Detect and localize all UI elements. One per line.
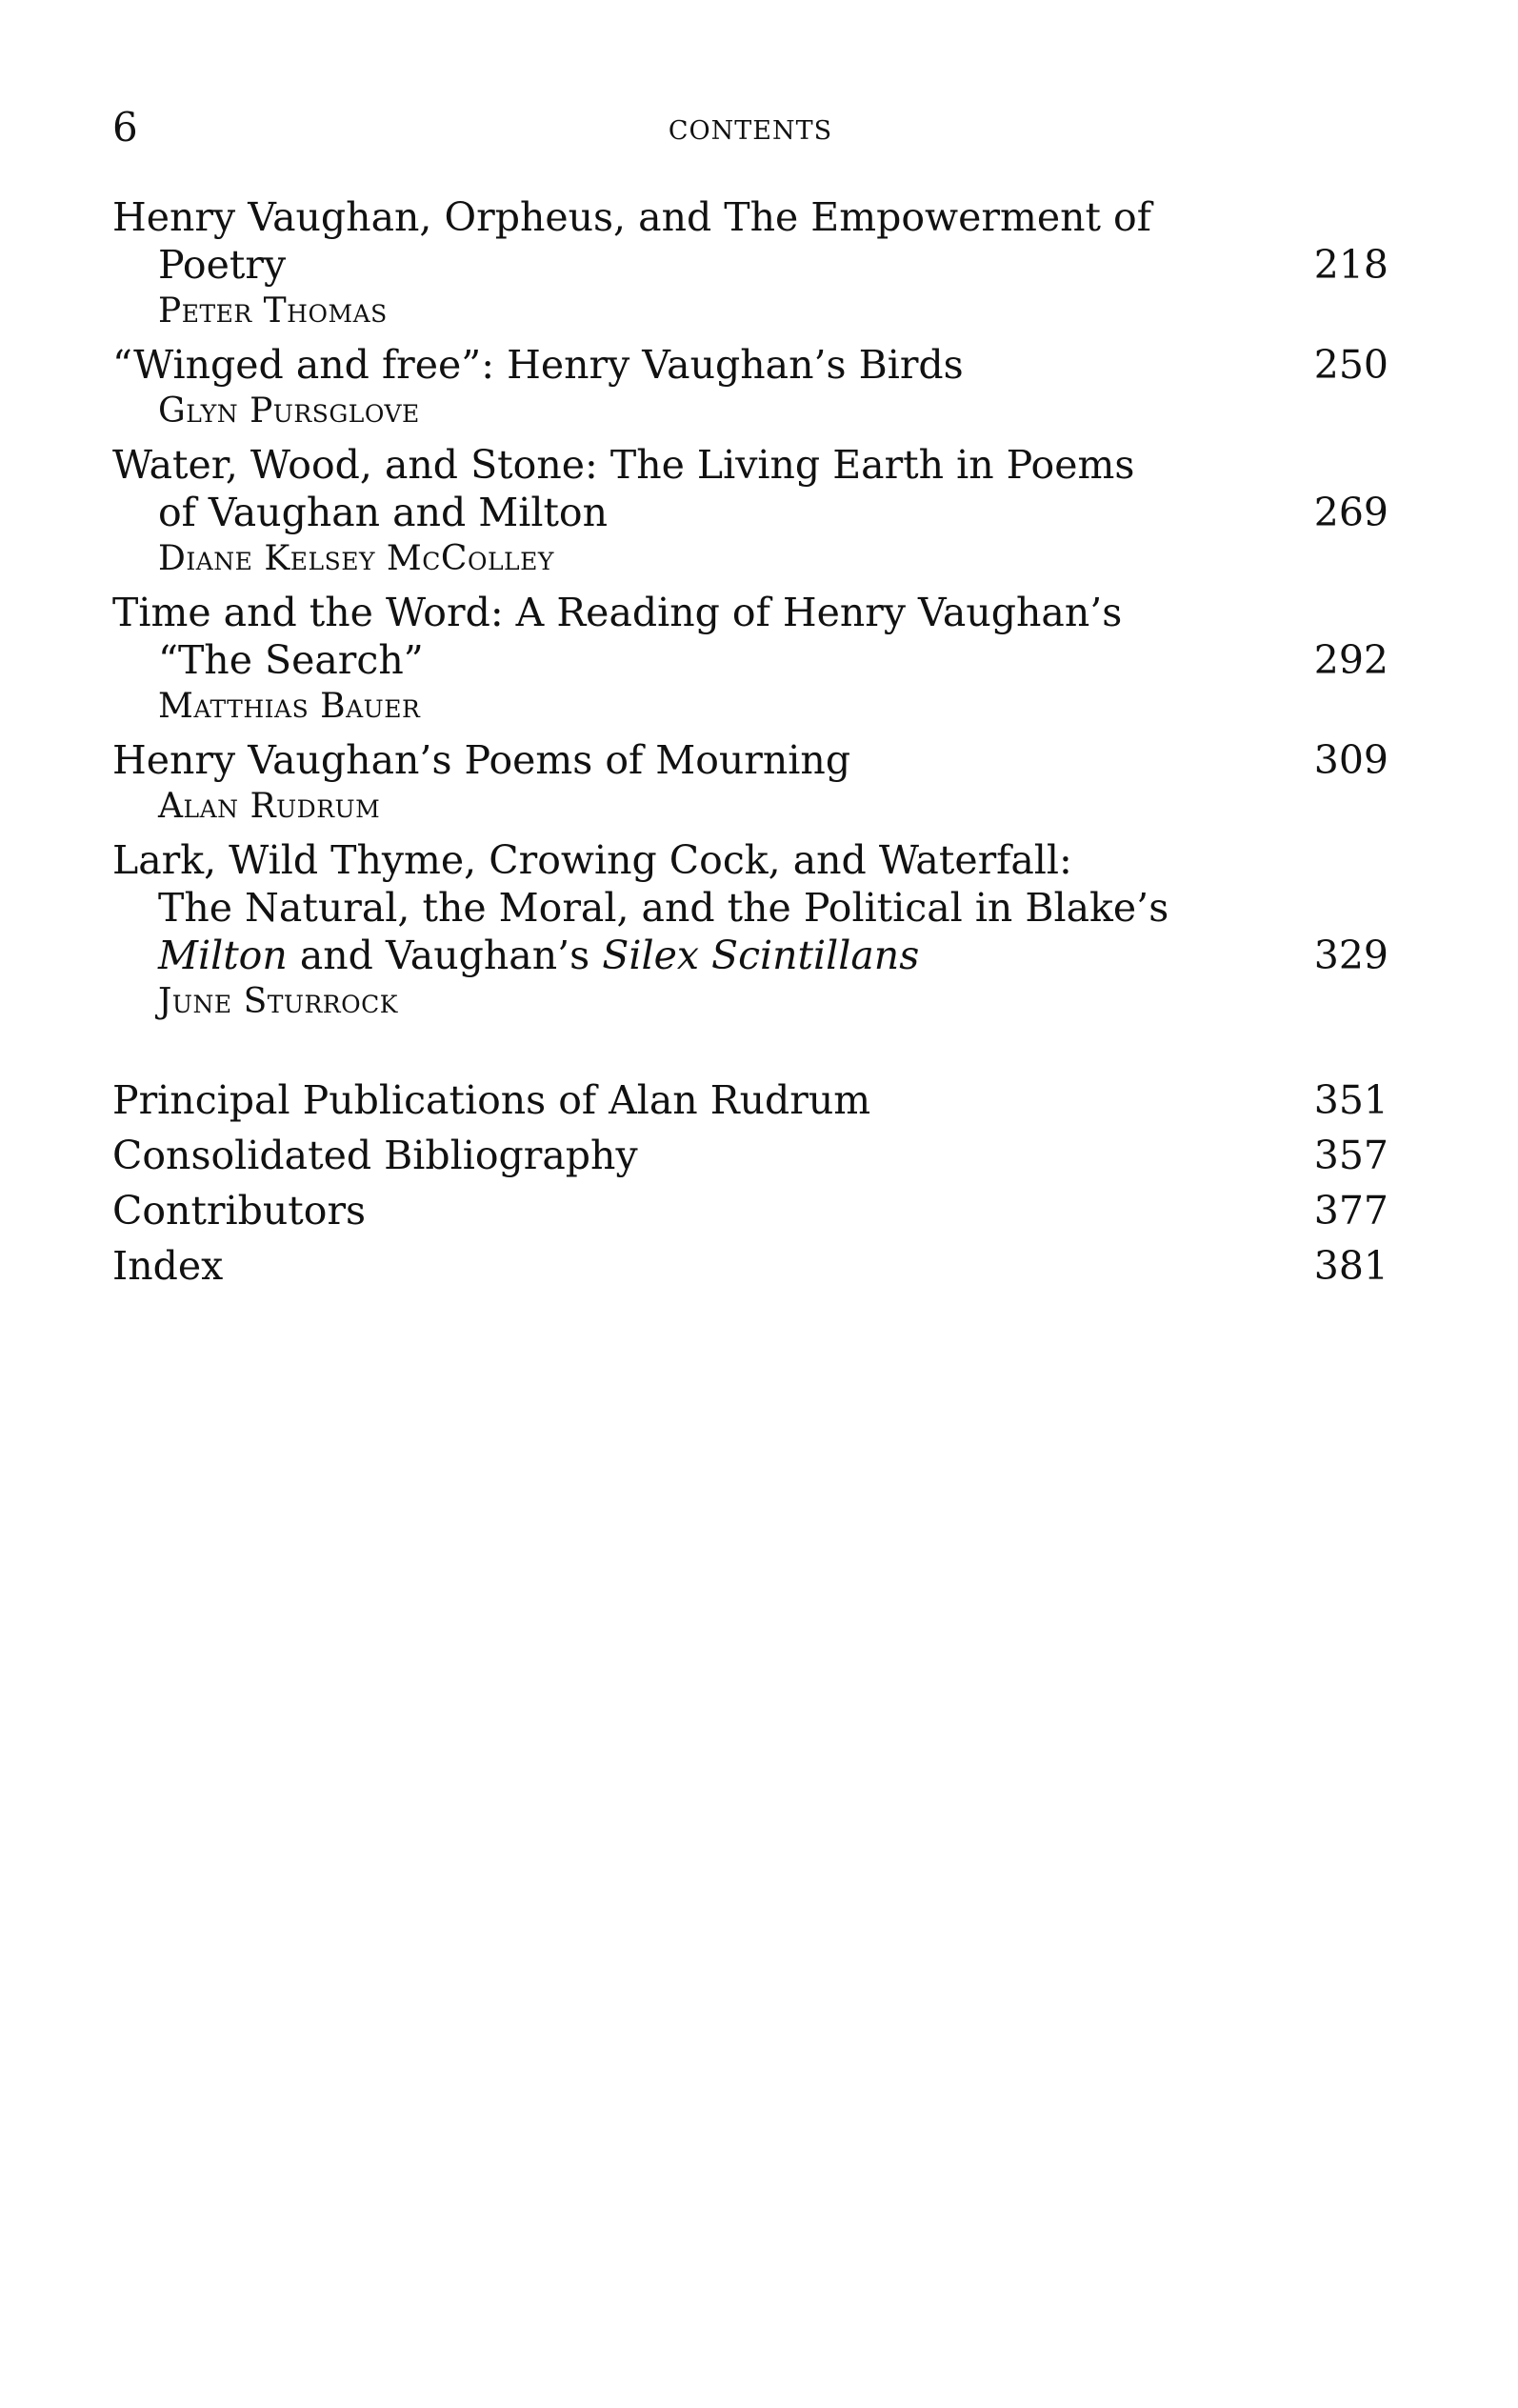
toc-title-line — [112, 341, 1388, 389]
toc-author: Matthias Bauer — [158, 687, 421, 726]
toc-title-text: Time and the Word: A Reading of Henry Vaughan’s — [112, 590, 1123, 635]
toc-entry — [112, 836, 1388, 1025]
back-matter-title: Index — [112, 1243, 224, 1289]
toc-author: June Sturrock — [158, 982, 398, 1021]
back-matter-page: 357 — [1313, 1133, 1388, 1178]
toc-title-text: Henry Vaughan, Orpheus, and The Empowerment of — [112, 194, 1151, 240]
toc-title-roman: and Vaughan’s — [287, 933, 603, 978]
toc-title-line — [112, 489, 1388, 536]
back-matter-page: 381 — [1313, 1243, 1388, 1289]
back-matter-title: Consolidated Bibliography — [112, 1133, 638, 1178]
toc-title-text: Water, Wood, and Stone: The Living Earth in Poems — [112, 442, 1135, 488]
toc-author: Peter Thomas — [158, 291, 388, 331]
toc-title-text: Lark, Wild Thyme, Crowing Cock, and Waterfall: — [112, 837, 1072, 883]
page-number: 6 — [112, 104, 138, 150]
toc-title-italic: Silex Scintillans — [602, 933, 920, 978]
running-head — [112, 103, 1388, 160]
toc-title-text: The Natural, the Moral, and the Political in Blake’s — [158, 885, 1169, 931]
toc-title-text: Henry Vaughan’s Poems of Mourning — [112, 737, 851, 783]
toc-page-number: 218 — [1313, 242, 1388, 288]
toc-title-text — [112, 932, 919, 979]
toc-title-line — [112, 736, 1388, 784]
toc-page-number: 269 — [1313, 490, 1388, 535]
back-matter-item — [112, 1073, 1388, 1128]
toc-title-line — [112, 589, 1388, 636]
toc-entry — [112, 589, 1388, 730]
back-matter-page: 377 — [1313, 1188, 1388, 1234]
toc-title-text: “The Search” — [158, 637, 424, 683]
toc-title-text: “Winged and free”: Henry Vaughan’s Birds — [112, 342, 964, 388]
toc-entry — [112, 341, 1388, 434]
toc-page-number: 292 — [1313, 637, 1388, 683]
toc-author: Diane Kelsey McColley — [158, 539, 554, 578]
toc-title-text: Poetry — [158, 242, 287, 288]
toc-title-line — [112, 636, 1388, 684]
toc-author: Alan Rudrum — [158, 787, 381, 826]
toc-title-text: of Vaughan and Milton — [158, 490, 609, 535]
back-matter-item — [112, 1238, 1388, 1294]
toc-entry — [112, 193, 1388, 334]
running-title: CONTENTS — [668, 116, 833, 146]
toc-title-line — [112, 836, 1388, 884]
toc-page-number: 309 — [1313, 737, 1388, 783]
back-matter-item — [112, 1183, 1388, 1238]
toc-title-italic: Milton — [158, 933, 288, 978]
toc-title-line — [112, 932, 1388, 979]
toc-page-number: 250 — [1313, 342, 1388, 388]
back-matter-page: 351 — [1313, 1077, 1388, 1123]
back-matter-title: Principal Publications of Alan Rudrum — [112, 1077, 871, 1123]
toc-entry — [112, 736, 1388, 830]
table-of-contents — [112, 193, 1388, 1294]
back-matter-title: Contributors — [112, 1188, 367, 1234]
back-matter-list — [112, 1073, 1388, 1294]
toc-page-number: 329 — [1313, 933, 1388, 978]
toc-title-line — [112, 884, 1388, 932]
toc-author: Glyn Pursglove — [158, 391, 420, 431]
toc-title-line — [112, 441, 1388, 489]
toc-entry — [112, 441, 1388, 582]
back-matter-item — [112, 1128, 1388, 1183]
toc-title-line — [112, 193, 1388, 241]
toc-title-line — [112, 241, 1388, 289]
